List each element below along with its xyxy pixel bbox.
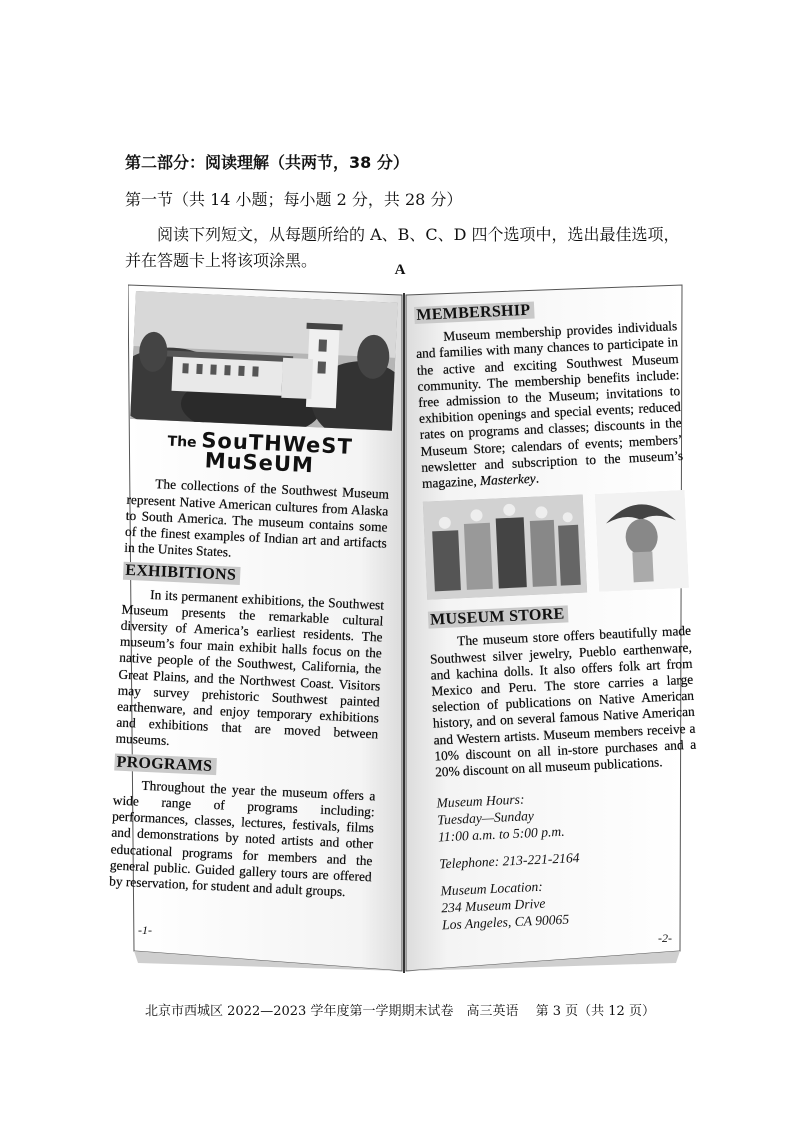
hours-label: Museum Hours: <box>436 791 525 811</box>
location-label: Museum Location: <box>440 879 544 899</box>
museum-store-heading: MUSEUM STORE <box>428 606 569 630</box>
brochure-page-left <box>109 291 398 902</box>
artifact-photos <box>423 490 689 600</box>
membership-text-end: . <box>535 470 540 486</box>
part-title: 第二部分：阅读理解（共两节，38 分） <box>125 153 409 172</box>
museum-info <box>436 783 704 934</box>
location-city: Los Angeles, CA 90065 <box>441 911 570 933</box>
brochure-page-right <box>414 295 704 934</box>
programs-heading: PROGRAMS <box>114 753 216 775</box>
page-footer: 北京市西城区 2022—2023 学年度第一学期期末试卷 高三英语 第 3 页（共 12 页） <box>145 1004 655 1019</box>
museum-title-prefix: The <box>167 433 197 451</box>
museum-brochure <box>108 283 697 973</box>
instruction-text: 阅读下列短文，从每题所给的 A、B、C、D 四个选项中，选出最佳选项，并在答题卡上将该项涂黑。 <box>125 225 680 270</box>
intro-paragraph: The collections of the Southwest Museum represent Native American cultures from Alaska to South America. The museum contains some of the finest examples of Indian art and artifacts in the Unites States. <box>124 476 390 560</box>
museum-title <box>128 429 392 481</box>
museum-building-photo <box>130 291 398 431</box>
hours-time: 11:00 a.m. to 5:00 p.m. <box>437 823 565 845</box>
page-number-right: -2- <box>658 931 672 945</box>
blankets-photo <box>423 495 587 600</box>
membership-text: Museum membership provides individuals and families with many chances to participate in the active and exciting Southwest Museum community. The membership benefits include: free admission to the Museum; invitations to exhibition openings and special events; reduced rates on programs and classes; discounts in the Museum Store; calendars of events; members’ newsletter and subscription to the museum’s magazine, <box>415 318 684 491</box>
location-street: 234 Museum Drive <box>440 895 546 916</box>
passage-letter: A <box>394 262 406 278</box>
exhibitions-heading: EXHIBITIONS <box>123 562 241 584</box>
section-title: 第一节（共 14 小题；每小题 2 分，共 28 分） <box>125 190 463 209</box>
magazine-name: Masterkey <box>479 470 537 489</box>
museum-store-paragraph: The museum store offers beautifully made Southwest silver jewelry, Pueblo earthenware, and kachina dolls. It also offers folk art from Mexico and Peru. The store carries a large selection of publications on Native American history, and on several famous Native American and Western artists. Museum members receive a 10% discount on all in-store purchases and a 20% discount on all museum publications. <box>429 623 697 780</box>
telephone: Telephone: 213-221-2164 <box>438 850 580 872</box>
exhibitions-paragraph: In its permanent exhibitions, the Southwest Museum presents the remarkable cultural diversity of America’s earliest residents. The museum’s four main exhibit halls focus on the native people of the Southwest, California, the Great Plains, and the Northwest Coast. Visitors may survey prehistoric Southwest painted earthenware, and enjoy temporary exhibitions and exhibitions that are moved between museums. <box>115 586 385 749</box>
kachina-doll-photo <box>595 490 689 592</box>
page-number-left: -1- <box>138 923 152 937</box>
membership-paragraph <box>415 318 684 492</box>
question-header <box>125 150 685 274</box>
programs-paragraph: Throughout the year the museum offers a wide range of programs including: performances, classes, lectures, festivals, films and demonstrations by noted artists and other educational programs for members and the general public. Guided gallery tours are offered by reservation, for student and adult groups. <box>108 777 376 900</box>
museum-title-main: SouTHWeST MuSeUM <box>200 428 354 478</box>
hours-days: Tuesday—Sunday <box>436 808 535 828</box>
membership-heading: MEMBERSHIP <box>414 302 535 325</box>
